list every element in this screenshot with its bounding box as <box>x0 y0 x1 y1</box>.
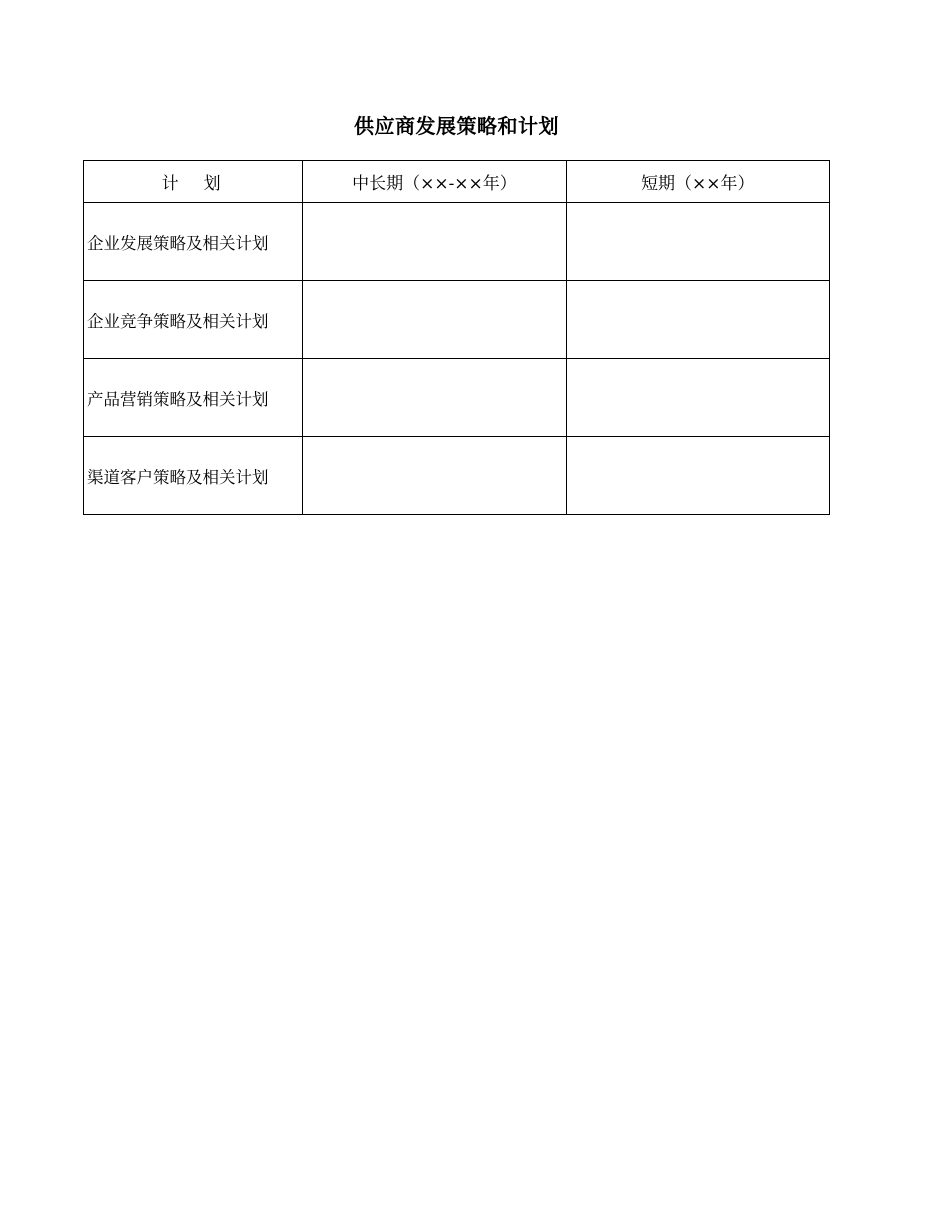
cell-short-term[interactable] <box>566 359 829 437</box>
plan-table <box>83 160 830 515</box>
row-label-channel-customer-strategy: 渠道客户策略及相关计划 <box>84 437 303 515</box>
row-label-marketing-strategy: 产品营销策略及相关计划 <box>84 359 303 437</box>
table-header-row <box>84 161 830 203</box>
header-mid-long-term: 中长期（××-××年） <box>303 161 566 203</box>
cell-mid-long-term[interactable] <box>303 359 566 437</box>
table-row <box>84 203 830 281</box>
table-row <box>84 437 830 515</box>
header-plan: 计 划 <box>84 161 303 203</box>
table-row <box>84 281 830 359</box>
cell-mid-long-term[interactable] <box>303 281 566 359</box>
cell-short-term[interactable] <box>566 281 829 359</box>
header-short-term: 短期（××年） <box>566 161 829 203</box>
cell-short-term[interactable] <box>566 437 829 515</box>
table-row <box>84 359 830 437</box>
row-label-development-strategy: 企业发展策略及相关计划 <box>84 203 303 281</box>
row-label-competition-strategy: 企业竞争策略及相关计划 <box>84 281 303 359</box>
cell-short-term[interactable] <box>566 203 829 281</box>
cell-mid-long-term[interactable] <box>303 437 566 515</box>
cell-mid-long-term[interactable] <box>303 203 566 281</box>
document-title: 供应商发展策略和计划 <box>354 114 559 138</box>
